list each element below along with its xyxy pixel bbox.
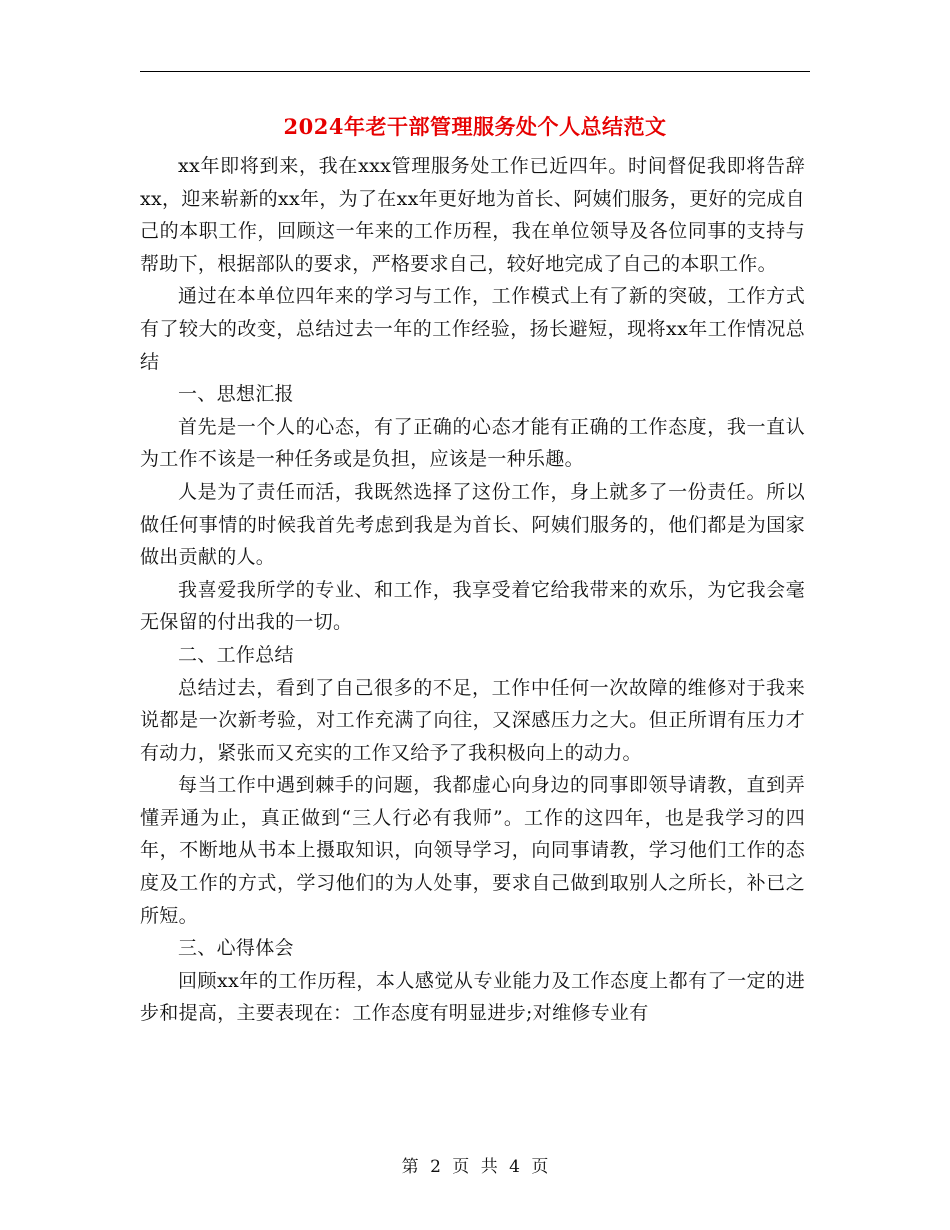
header-rule xyxy=(140,71,810,72)
page-number-footer: 第 2 页 共 4 页 xyxy=(401,1157,549,1177)
section-heading-reflections: 三、心得体会 xyxy=(178,937,294,960)
body-paragraph: 总结过去，看到了自己很多的不足，工作中任何一次故障的维修对于我来说都是一次新考验，对工作充满了向往，又深感压力之大。但正所谓有压力才有动力，紧张而又充实的工作又给予了我积极向上的动力。 xyxy=(140,676,805,764)
section-heading-thought-report: 一、思想汇报 xyxy=(178,383,294,406)
document-title: 2024年老干部管理服务处个人总结范文 xyxy=(283,114,667,139)
overview-paragraph: 通过在本单位四年来的学习与工作，工作模式上有了新的突破，工作方式有了较大的改变，总结过去一年的工作经验，扬长避短，现将xx年工作情况总结 xyxy=(140,285,805,373)
document-body xyxy=(140,150,805,1030)
body-paragraph: 首先是一个人的心态，有了正确的心态才能有正确的工作态度，我一直认为工作不该是一种任务或是负担，应该是一种乐趣。 xyxy=(140,415,805,471)
body-paragraph: 我喜爱我所学的专业、和工作，我享受着它给我带来的欢乐，为它我会毫无保留的付出我的一切。 xyxy=(140,578,805,634)
section-heading-work-summary: 二、工作总结 xyxy=(178,643,294,666)
body-paragraph: 人是为了责任而活，我既然选择了这份工作，身上就多了一份责任。所以做任何事情的时候我首先考虑到我是为首长、阿姨们服务的，他们都是为国家做出贡献的人。 xyxy=(140,480,805,569)
intro-paragraph: xx年即将到来，我在xxx管理服务处工作已近四年。时间督促我即将告辞xx，迎来崭新的xx年，为了在xx年更好地为首长、阿姨们服务，更好的完成自己的本职工作，回顾这一年来的工作历程，我在单位领导及各位同事的支持与帮助下，根据部队的要求，严格要求自己，较好地完成了自己的本职工作。 xyxy=(140,155,805,275)
body-paragraph: 回顾xx年的工作历程，本人感觉从专业能力及工作态度上都有了一定的进步和提高，主要表现在：工作态度有明显进步;对维修专业有 xyxy=(140,969,805,1025)
body-paragraph: 每当工作中遇到棘手的问题，我都虚心向身边的同事即领导请教，直到弄懂弄通为止，真正做到“三人行必有我师”。工作的这四年，也是我学习的四年，不断地从书本上摄取知识，向领导学习，向同事请教，学习他们工作的态度及工作的方式，学习他们的为人处事，要求自己做到取别人之所长，补已之所短。 xyxy=(140,774,805,927)
